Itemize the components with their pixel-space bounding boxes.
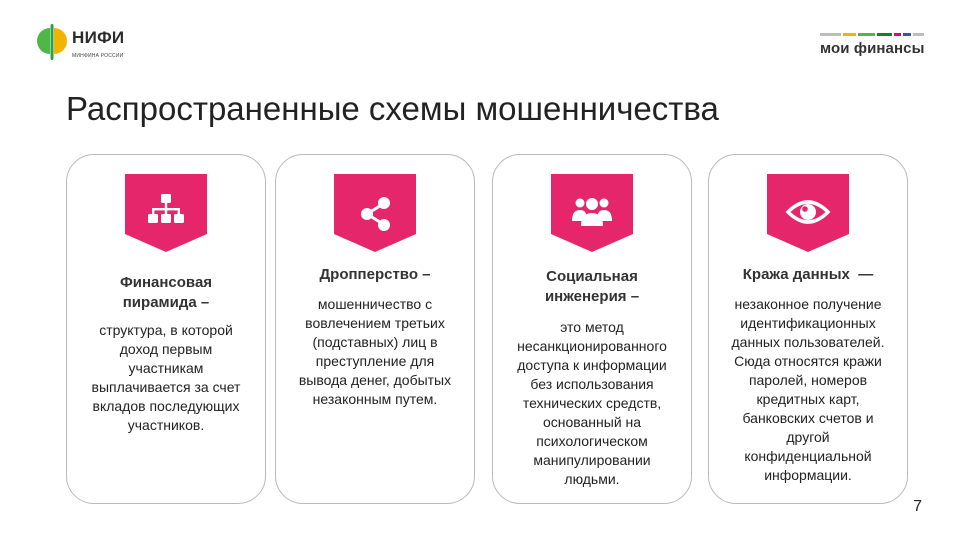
card-description: мошенничество с вовлечением третьих (подставных) лиц в преступление для вывода денег, добытых незаконным путем. bbox=[298, 296, 452, 407]
card-badge bbox=[551, 174, 633, 252]
page-title: Распространенные схемы мошенничества bbox=[66, 90, 719, 127]
card-financial-pyramid bbox=[66, 154, 266, 504]
card-heading: Социальная инженерия – bbox=[544, 268, 640, 305]
page-number: 7 bbox=[913, 498, 922, 515]
card-heading: Дропперство – bbox=[319, 266, 431, 283]
card-heading: Финансовая пирамида – bbox=[119, 274, 213, 311]
card-heading: Кража данных — bbox=[742, 266, 874, 283]
card-badge bbox=[125, 174, 207, 252]
card-badge bbox=[334, 174, 416, 252]
moi-finansy-logo-text: мои финансы bbox=[820, 40, 925, 57]
logo-color-stripe bbox=[820, 33, 924, 36]
nifi-logo-subtitle: МИНФИНА РОССИИ bbox=[72, 53, 124, 59]
card-description: это метод несанкционированного доступа к информации без использования технических средств, основанный на психологическом манипулировании людьми. bbox=[517, 319, 667, 487]
nifi-logo-mark-icon bbox=[34, 22, 70, 62]
card-description: структура, в которой доход первым участникам выплачивается за счет вкладов последующих участников. bbox=[91, 322, 241, 433]
card-badge bbox=[767, 174, 849, 252]
nifi-logo-name: НИФИ bbox=[72, 28, 125, 47]
card-data-theft bbox=[708, 154, 908, 504]
card-dropping bbox=[275, 154, 475, 504]
nifi-logo bbox=[34, 22, 124, 62]
moi-finansy-logo bbox=[820, 33, 924, 57]
card-description: незаконное получение идентификационных данных пользователей. Сюда относятся кражи паролей, номеров кредитных карт, банковских счетов и другой конфиденциальной информации. bbox=[731, 296, 885, 483]
card-social-engineering bbox=[492, 154, 692, 504]
